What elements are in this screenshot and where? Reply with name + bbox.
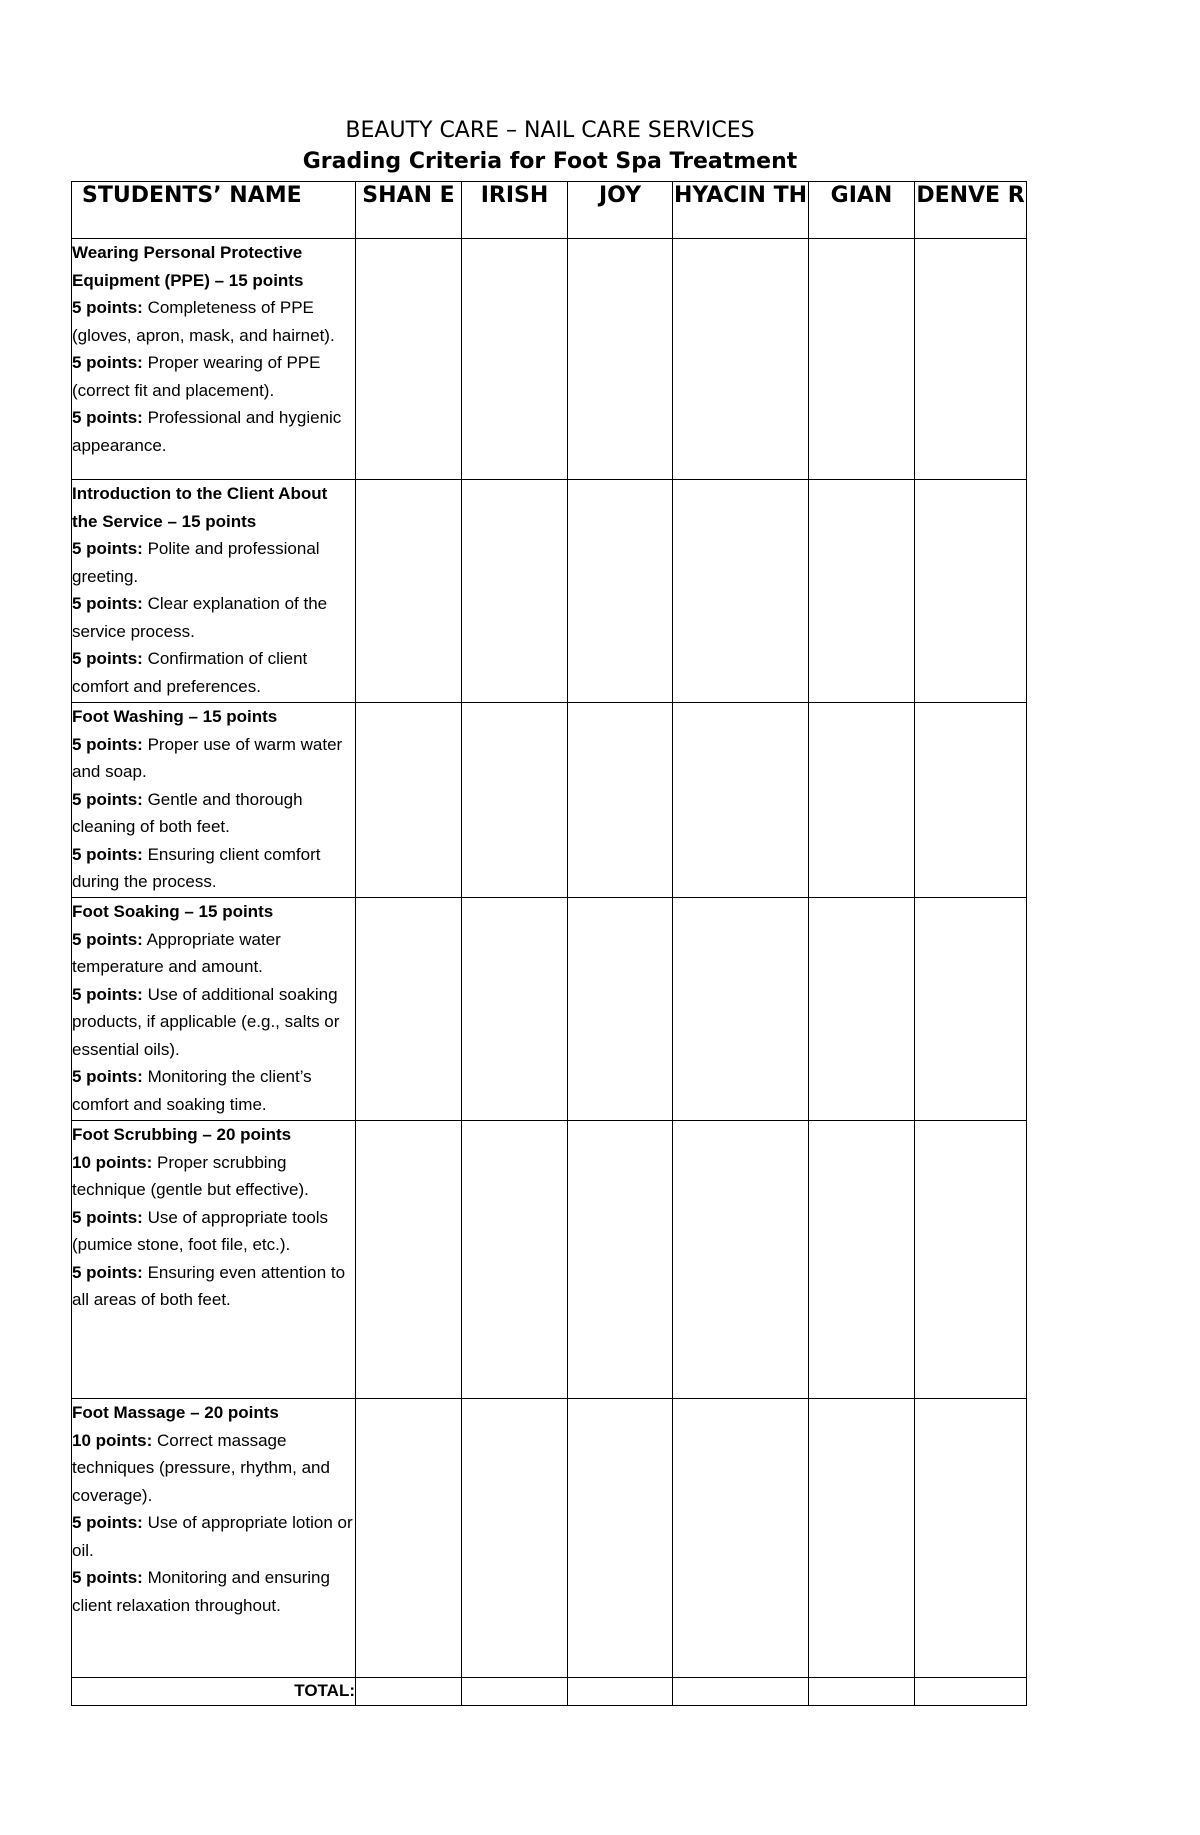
- score-cell[interactable]: [462, 239, 568, 480]
- item-text: Monitoring the client’s comfort and soaking time.: [72, 1067, 312, 1114]
- criterion-item: [72, 1509, 355, 1564]
- score-cell[interactable]: [915, 480, 1027, 703]
- score-cell[interactable]: [462, 703, 568, 898]
- criterion-introduction: [72, 480, 356, 703]
- score-cell[interactable]: [356, 239, 462, 480]
- score-cell[interactable]: [356, 703, 462, 898]
- student-header-shane: SHAN E: [356, 182, 462, 239]
- student-header-irish: IRISH: [462, 182, 568, 239]
- item-text: Proper scrubbing technique (gentle but effective).: [72, 1152, 309, 1199]
- score-cell[interactable]: [915, 898, 1027, 1121]
- criterion-item: [72, 1564, 355, 1619]
- criterion-item: [72, 645, 355, 700]
- criterion-item: [72, 926, 355, 981]
- score-cell[interactable]: [915, 703, 1027, 898]
- item-points: 5 points:: [72, 1262, 143, 1282]
- score-cell[interactable]: [673, 480, 809, 703]
- item-points: 5 points:: [72, 408, 143, 427]
- criterion-foot-soaking: [72, 898, 356, 1121]
- criterion-row: [72, 480, 1027, 703]
- item-points: 5 points:: [72, 929, 143, 949]
- criterion-ppe: [72, 239, 356, 480]
- score-cell[interactable]: [809, 480, 915, 703]
- score-cell[interactable]: [568, 239, 673, 480]
- students-name-header: STUDENTS’ NAME: [72, 182, 356, 239]
- item-text: Proper wearing of PPE (correct fit and placement).: [72, 353, 321, 400]
- criterion-item: [72, 841, 355, 896]
- score-cell[interactable]: [915, 239, 1027, 480]
- criterion-heading: Foot Washing – 15 points: [72, 707, 278, 726]
- criterion-row: [72, 898, 1027, 1121]
- item-points: 5 points:: [72, 734, 143, 754]
- item-text: Clear explanation of the service process.: [72, 594, 328, 641]
- score-cell[interactable]: [673, 239, 809, 480]
- score-cell[interactable]: [568, 703, 673, 898]
- score-cell[interactable]: [915, 1399, 1027, 1678]
- item-text: Monitoring and ensuring client relaxation throughout.: [72, 1568, 330, 1615]
- score-cell[interactable]: [462, 480, 568, 703]
- score-cell[interactable]: [673, 1121, 809, 1399]
- item-points: 5 points:: [72, 539, 143, 558]
- item-points: 5 points:: [72, 1513, 143, 1532]
- criterion-item: [72, 535, 355, 590]
- item-text: Correct massage techniques (pressure, rhythm, and coverage).: [72, 1430, 330, 1505]
- criterion-row: [72, 1399, 1027, 1678]
- score-cell[interactable]: [462, 1121, 568, 1399]
- criterion-foot-massage: [72, 1399, 356, 1678]
- item-text: Polite and professional greeting.: [72, 539, 320, 586]
- score-cell[interactable]: [568, 1121, 673, 1399]
- criterion-row: [72, 1121, 1027, 1399]
- student-header-joy: JOY: [568, 182, 673, 239]
- item-text: Confirmation of client comfort and preferences.: [72, 649, 308, 696]
- item-text: Ensuring client comfort during the process.: [72, 844, 321, 891]
- total-label: TOTAL:: [72, 1678, 356, 1706]
- item-points: 5 points:: [72, 1568, 143, 1587]
- score-cell[interactable]: [809, 703, 915, 898]
- criterion-item: [72, 404, 355, 459]
- student-header-hyacinth: HYACIN TH: [673, 182, 809, 239]
- header-row: [72, 182, 1027, 239]
- item-points: 5 points:: [72, 649, 143, 668]
- score-cell[interactable]: [462, 898, 568, 1121]
- item-points: 5 points:: [72, 353, 143, 372]
- score-cell[interactable]: [356, 898, 462, 1121]
- score-cell[interactable]: [462, 1399, 568, 1678]
- score-cell[interactable]: [356, 1121, 462, 1399]
- item-points: 5 points:: [72, 984, 143, 1004]
- score-cell[interactable]: [673, 703, 809, 898]
- item-text: Ensuring even attention to all areas of both feet.: [72, 1262, 346, 1309]
- criterion-foot-scrubbing: [72, 1121, 356, 1399]
- total-cell[interactable]: [809, 1678, 915, 1706]
- item-text: Gentle and thorough cleaning of both feet.: [72, 789, 303, 836]
- item-points: 5 points:: [72, 1207, 143, 1227]
- criterion-item: [72, 786, 355, 841]
- criterion-heading: Foot Massage – 20 points: [72, 1403, 279, 1422]
- criterion-item: [72, 1063, 355, 1118]
- criterion-item: [72, 981, 355, 1064]
- criterion-item: [72, 294, 355, 349]
- score-cell[interactable]: [809, 239, 915, 480]
- criterion-foot-washing: [72, 703, 356, 898]
- item-text: Appropriate water temperature and amount.: [72, 929, 281, 976]
- grading-table: [71, 181, 1027, 1706]
- item-text: Completeness of PPE (gloves, apron, mask, and hairnet).: [72, 298, 335, 345]
- score-cell[interactable]: [356, 480, 462, 703]
- criterion-item: [72, 1259, 355, 1314]
- item-points: 5 points:: [72, 594, 143, 613]
- criterion-item: [72, 731, 355, 786]
- document-subtitle: Grading Criteria for Foot Spa Treatment: [302, 149, 798, 174]
- item-points: 5 points:: [72, 298, 143, 317]
- criterion-heading: Wearing Personal Protective Equipment (PPE) – 15 points: [72, 243, 304, 290]
- document-title: BEAUTY CARE – NAIL CARE SERVICES: [345, 118, 755, 143]
- score-cell[interactable]: [673, 1399, 809, 1678]
- item-points: 10 points:: [72, 1430, 153, 1450]
- criterion-item: [72, 1149, 355, 1204]
- item-text: Professional and hygienic appearance.: [72, 408, 342, 455]
- score-cell[interactable]: [568, 898, 673, 1121]
- total-row: [72, 1678, 1027, 1706]
- item-points: 5 points:: [72, 1067, 143, 1086]
- total-cell[interactable]: [356, 1678, 462, 1706]
- item-text: Use of additional soaking products, if applicable (e.g., salts or essential oils).: [72, 984, 340, 1059]
- criterion-row: [72, 703, 1027, 898]
- total-cell[interactable]: [915, 1678, 1027, 1706]
- total-cell[interactable]: [568, 1678, 673, 1706]
- score-cell[interactable]: [356, 1399, 462, 1678]
- criterion-heading: Foot Soaking – 15 points: [72, 902, 274, 921]
- student-header-denver: DENVE R: [915, 182, 1027, 239]
- criterion-heading: Foot Scrubbing – 20 points: [72, 1125, 292, 1144]
- score-cell[interactable]: [568, 480, 673, 703]
- criterion-item: [72, 590, 355, 645]
- student-header-gian: GIAN: [809, 182, 915, 239]
- item-text: Use of appropriate tools (pumice stone, foot file, etc.).: [72, 1207, 329, 1254]
- document-titles: [72, 115, 1028, 177]
- criterion-item: [72, 1427, 355, 1510]
- item-points: 10 points:: [72, 1152, 153, 1172]
- item-points: 5 points:: [72, 844, 143, 864]
- item-text: Proper use of warm water and soap.: [72, 734, 343, 781]
- score-cell[interactable]: [809, 898, 915, 1121]
- item-points: 5 points:: [72, 789, 143, 809]
- criterion-item: [72, 1204, 355, 1259]
- criterion-row: [72, 239, 1027, 480]
- score-cell[interactable]: [809, 1399, 915, 1678]
- score-cell[interactable]: [915, 1121, 1027, 1399]
- total-cell[interactable]: [462, 1678, 568, 1706]
- criterion-heading: Introduction to the Client About the Service – 15 points: [72, 484, 328, 531]
- score-cell[interactable]: [809, 1121, 915, 1399]
- criterion-item: [72, 349, 355, 404]
- item-text: Use of appropriate lotion or oil.: [72, 1513, 353, 1560]
- score-cell[interactable]: [673, 898, 809, 1121]
- total-cell[interactable]: [673, 1678, 809, 1706]
- score-cell[interactable]: [568, 1399, 673, 1678]
